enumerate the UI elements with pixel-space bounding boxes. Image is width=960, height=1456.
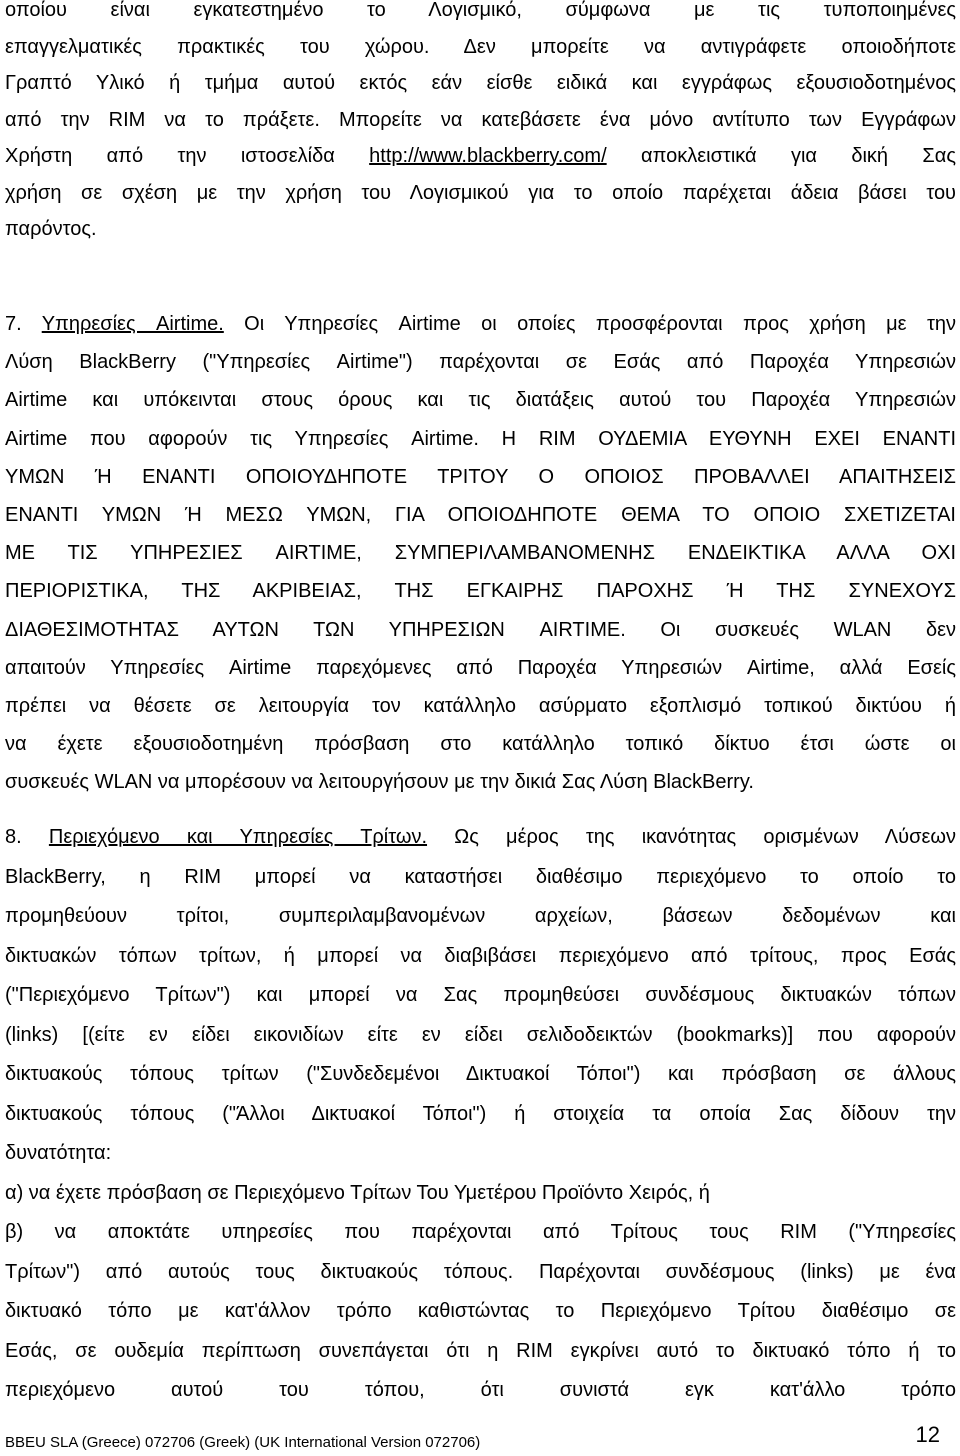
text-line: επαγγελματικές πρακτικές του χώρου. Δεν μπορείτε να αντιγράφετε οποιοδήποτε bbox=[5, 35, 956, 58]
blackberry-link[interactable]: http://www.blackberry.com/ bbox=[369, 145, 607, 167]
text-segment: Οι Υπηρεσίες Airtime οι οποίες προσφέρονται προς χρήση με την bbox=[223, 313, 957, 335]
text-line: συσκευές WLAN να μπορέσουν να λειτουργήσουν με την δικιά Σας Λύση BlackBerry. bbox=[5, 771, 754, 794]
section-heading: Υπηρεσίες Airtime. bbox=[41, 313, 224, 335]
text-line: Τρίτων") από αυτούς τους δικτυακούς τόπους. Παρέχονται συνδέσμους (links) με ένα bbox=[5, 1260, 956, 1283]
text-line: δικτυακούς τόπους τρίτων ("Συνδεδεμένοι Δικτυακοί Τόποι") και πρόσβαση σε άλλους bbox=[5, 1063, 956, 1085]
page-footer bbox=[5, 1422, 940, 1454]
text-line bbox=[5, 138, 956, 175]
text-line: ΔΙΑΘΕΣΙΜΟΤΗΤΑΣ ΑΥΤΩΝ ΤΩΝ ΥΠΗΡΕΣΙΩΝ AIRTIME. Οι συσκευές WLAN δεν bbox=[5, 618, 956, 641]
text-line: χρήση σε σχέση με την χρήση του Λογισμικού για το οποίο παρέχεται άδεια βάσει του bbox=[5, 181, 956, 204]
section-number: 7. bbox=[5, 313, 42, 335]
text-line: απαιτούν Υπηρεσίες Airtime παρεχόμενες από Παροχέα Υπηρεσιών Airtime, αλλά Εσείς bbox=[5, 656, 956, 679]
section-8-third-party bbox=[5, 818, 956, 1411]
text-line: δικτυακών τόπων τρίτων, ή μπορεί να διαβιβάσει περιεχόμενο από τρίτους, προς Εσάς bbox=[5, 944, 956, 967]
text-line: Γραπτό Υλικό ή τμήμα αυτού εκτός εάν είσθε ειδικά και εγγράφως εξουσιοδοτημένος bbox=[5, 72, 956, 94]
text-line: να έχετε εξουσιοδοτημένη πρόσβαση στο κατάλληλο τοπικό δίκτυο έτσι ώστε οι bbox=[5, 733, 956, 756]
text-line: από την RIM να το πράξετε. Μπορείτε να κατεβάσετε ένα μόνο αντίτυπο των Εγγράφων bbox=[5, 108, 956, 131]
footer-document-id: BBEU SLA (Greece) 072706 (Greek) (UK International Version 072706) bbox=[5, 1434, 481, 1451]
text-line: δικτυακούς τόπους ("Άλλοι Δικτυακοί Τόποι") ή στοιχεία τα οποία Σας δίδουν την bbox=[5, 1102, 956, 1125]
section-7-airtime bbox=[5, 305, 956, 802]
list-item-a: α) να έχετε πρόσβαση σε Περιεχόμενο Τρίτων Του Υμετέρου Προϊόντο Χειρός, ή bbox=[5, 1181, 710, 1204]
text-line: Λύση BlackBerry ("Υπηρεσίες Airtime") παρέχονται σε Εσάς από Παροχέα Υπηρεσιών bbox=[5, 351, 956, 374]
text-line: ("Περιεχόμενο Τρίτων") και μπορεί να Σας προμηθεύσει συνδέσμους δικτυακών τόπων bbox=[5, 984, 956, 1006]
section-heading: Περιεχόμενο και Υπηρεσίες Τρίτων. bbox=[48, 826, 428, 848]
text-line: παρόντος. bbox=[5, 218, 97, 240]
list-item-b: β) να αποκτάτε υπηρεσίες που παρέχονται από Τρίτους τους RIM ("Υπηρεσίες bbox=[5, 1221, 956, 1243]
text-line: ΕΝΑΝΤΙ ΥΜΩΝ Ή ΜΕΣΩ ΥΜΩΝ, ΓΙΑ ΟΠΟΙΟΔΗΠΟΤΕ ΘΕΜΑ ΤΟ ΟΠΟΙΟ ΣΧΕΤΙΖΕΤΑΙ bbox=[5, 504, 956, 527]
text-line: (links) [(είτε εν είδει εικονιδίων είτε εν είδει σελιδοδεικτών (bookmarks)] που αφορούν bbox=[5, 1023, 956, 1046]
text-segment: Χρήστη από την ιστοσελίδα bbox=[5, 145, 370, 167]
text-line: Airtime και υπόκεινται στους όρους και τις διατάξεις αυτού του Παροχέα Υπηρεσιών bbox=[5, 389, 956, 412]
text-line: προμηθεύουν τρίτοι, συμπεριλαμβανομένων αρχείων, βάσεων δεδομένων και bbox=[5, 905, 956, 927]
text-line bbox=[5, 305, 956, 343]
text-line: Airtime που αφορούν τις Υπηρεσίες Airtime. Η RIM ΟΥΔΕΜΙΑ ΕΥΘΥΝΗ ΕΧΕΙ ΕΝΑΝΤΙ bbox=[5, 427, 956, 450]
text-line: ΥΜΩΝ Ή ΕΝΑΝΤΙ ΟΠΟΙΟΥΔΗΠΟΤΕ ΤΡΙΤΟΥ Ο ΟΠΟΙΟΣ ΠΡΟΒΑΛΛΕΙ ΑΠΑΙΤΗΣΕΙΣ bbox=[5, 465, 956, 488]
text-segment: αποκλειστικά για δική Σας bbox=[606, 145, 956, 167]
text-line: δυνατότητα: bbox=[5, 1142, 112, 1164]
text-line: δικτυακό τόπο με κατ'άλλον τρόπο καθιστώντας το Περιεχόμενο Τρίτου διαθέσιμο σε bbox=[5, 1300, 956, 1322]
section-number: 8. bbox=[5, 826, 49, 848]
text-line: BlackBerry, η RIM μπορεί να καταστήσει διαθέσιμο περιεχόμενο το οποίο το bbox=[5, 865, 956, 888]
text-segment: Ως μέρος της ικανότητας ορισμένων Λύσεων bbox=[427, 826, 956, 848]
page-number: 12 bbox=[915, 1422, 940, 1447]
text-line bbox=[5, 818, 956, 858]
text-line: Εσάς, σε ουδεμία περίπτωση συνεπάγεται ότι η RIM εγκρίνει αυτό το δικτυακό τόπο ή το bbox=[5, 1339, 956, 1362]
text-line: ΜΕ ΤΙΣ ΥΠΗΡΕΣΙΕΣ AIRTIME, ΣΥΜΠΕΡΙΛΑΜΒΑΝΟΜΕΝΗΣ ΕΝΔΕΙΚΤΙΚΑ ΑΛΛΑ ΟΧΙ bbox=[5, 542, 956, 565]
text-line: οποίου είναι εγκατεστημένο το Λογισμικό, σύμφωνα με τις τυποποιημένες bbox=[5, 0, 956, 21]
section-intro bbox=[5, 0, 956, 248]
text-line: ΠΕΡΙΟΡΙΣΤΙΚΑ, ΤΗΣ ΑΚΡΙΒΕΙΑΣ, ΤΗΣ ΕΓΚΑΙΡΗΣ ΠΑΡΟΧΗΣ Ή ΤΗΣ ΣΥΝΕΧΟΥΣ bbox=[5, 580, 956, 603]
text-line: πρέπει να θέσετε σε λειτουργία τον κατάλληλο ασύρματο εξοπλισμό τοπικού δικτύου ή bbox=[5, 695, 956, 718]
text-line: περιεχόμενο αυτού του τόπου, ότι συνιστά εγκ κατ'άλλο τρόπο bbox=[5, 1379, 956, 1401]
